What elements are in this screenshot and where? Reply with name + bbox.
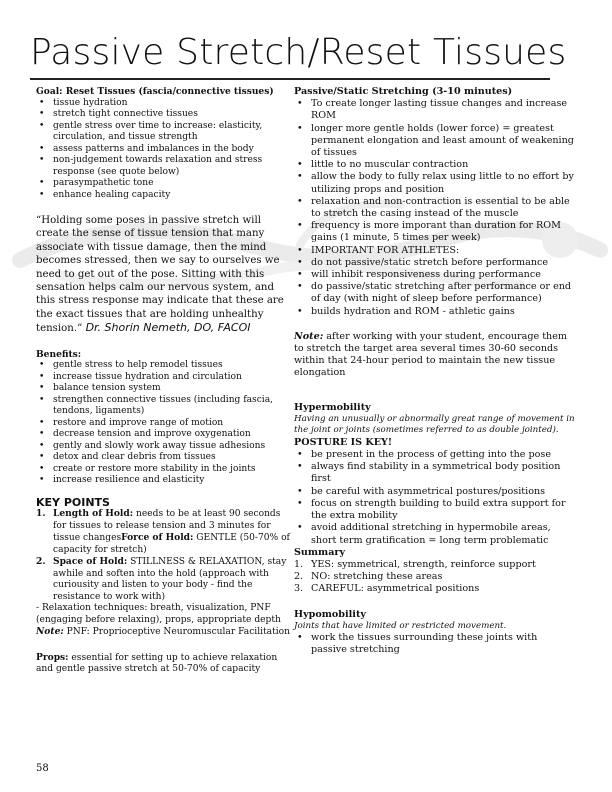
key-point-text-2: GENTLE (50-70% of capacity for stretch)	[53, 533, 290, 555]
hypermobility-description: Having an unusually or abnormally great range of movement in the joint or joints (sometimes referred to as double jointed).	[294, 413, 575, 436]
hypermobility-heading: Hypermobility	[294, 401, 371, 413]
page-title: Passive Stretch/Reset Tissues	[30, 32, 567, 73]
note-text: after working with your student, encourage them to stretch the target area several times 30-60 seconds within that 24-hour period to maintain the new tissue elongation	[294, 330, 568, 379]
left-column	[36, 86, 291, 676]
list-item: • IMPORTANT FOR ATHLETES:	[294, 245, 576, 257]
hypomobility-description: Joints that have limited or restricted movement.	[294, 620, 507, 631]
list-item: • parasympathetic tone	[36, 178, 291, 190]
relaxation-techniques: - Relaxation techniques: breath, visualization, PNF (engaging before relaxing), props, appropriate depth	[36, 603, 281, 625]
benefits-heading: Benefits:	[36, 348, 82, 360]
key-point-label-2: Force of Hold:	[121, 532, 194, 544]
list-item: • frequency is more imporant than duration for ROM gains (1 minute, 5 times per week)	[294, 220, 576, 244]
list-item: • gentle stress over time to increase: elasticity, circulation, and tissue strength	[36, 121, 291, 144]
list-item: • longer more gentle holds (lower force) = greatest permanent elongation and least amount of weakening of tissues	[294, 123, 576, 160]
list-item: • gentle stress to help remodel tissues	[36, 360, 291, 372]
hypomobility-list	[294, 632, 576, 656]
summary-item	[294, 583, 576, 595]
key-point-label: Length of Hold:	[53, 508, 134, 520]
list-item: • stretch tight connective tissues	[36, 109, 291, 121]
list-item: • relaxation and non-contraction is essential to be able to stretch the casing instead of the muscle	[294, 196, 576, 220]
key-point-text: needs to be at least 90 seconds for tissues to release tension and 3 minutes for tissue changes	[53, 509, 281, 544]
right-column	[294, 86, 576, 657]
benefits-list	[36, 360, 291, 487]
summary-heading: Summary	[294, 546, 346, 558]
note-label: Note:	[294, 330, 324, 342]
list-item: • always find stability in a symmetrical body position first	[294, 461, 576, 485]
summary-text: CAREFUL: asymmetrical positions	[311, 583, 480, 595]
list-item: • decrease tension and improve oxygenation	[36, 429, 291, 441]
list-item: • restore and improve range of motion	[36, 418, 291, 430]
list-item: • create or restore more stability in the joints	[36, 464, 291, 476]
props-paragraph	[36, 652, 291, 676]
list-item: • balance tension system	[36, 383, 291, 395]
posture-heading: POSTURE IS KEY!	[294, 436, 393, 448]
list-item: • be careful with asymmetrical postures/positions	[294, 486, 576, 498]
props-label: Props:	[36, 651, 69, 663]
hypomobility-heading: Hypomobility	[294, 608, 366, 620]
list-item: • be present in the process of getting into the pose	[294, 449, 576, 461]
summary-text: NO: stretching these areas	[311, 571, 443, 583]
passive-static-list	[294, 98, 576, 318]
list-item: • To create longer lasting tissue changes and increase ROM	[294, 98, 576, 122]
passive-static-heading: Passive/Static Stretching (3-10 minutes)	[294, 86, 513, 97]
list-item: • allow the body to fully relax using little to no effort by utilizing props and position	[294, 171, 576, 195]
key-point-item	[36, 508, 291, 556]
list-item: • avoid additional stretching in hypermobile areas, short term gratification = long term problematic	[294, 522, 576, 546]
key-point-number: 1.	[36, 508, 46, 520]
list-item: • detox and clear debris from tissues	[36, 452, 291, 464]
list-item: • increase tissue hydration and circulation	[36, 372, 291, 384]
list-item: • will inhibit responsiveness during performance	[294, 269, 576, 281]
summary-number: 2.	[294, 571, 304, 583]
list-item: • strengthen connective tissues (including fascia, tendons, ligaments)	[36, 395, 291, 418]
list-item: • tissue hydration	[36, 98, 291, 110]
summary-number: 1.	[294, 558, 304, 570]
goal-heading: Goal: Reset Tissues (fascia/connective tissues)	[36, 86, 274, 97]
key-point-text: STILLNESS & RELAXATION, stay awhile and soften into the hold (approach with curiousity and listen to your body - find the resistance to work with)	[53, 557, 287, 602]
key-point-item	[36, 556, 291, 603]
note-text: PNF: Proprioceptive Neuromuscular Facilitation	[63, 627, 290, 638]
list-item: • little to no muscular contraction	[294, 159, 576, 171]
summary-item	[294, 559, 576, 571]
page-number: 58	[36, 763, 49, 774]
pnf-note	[36, 626, 291, 639]
list-item: • do passive/static stretching after performance or end of day (with night of sleep before performance)	[294, 281, 576, 305]
key-points-list	[36, 508, 291, 603]
props-text: essential for setting up to achieve relaxation and gentle passive stretch at 50-70% of capacity	[36, 652, 278, 675]
elongation-note	[294, 331, 576, 380]
quote-text: “Holding some poses in passive stretch will create the sense of tissue tension that many associate with tissue damage, then the mind becomes stressed, then we say to ourselves we need to get out of the pose. Sitting with this sensation helps calm our nervous system, and this stress response may indicate that these are the exact tissues that are holding unhealthy tension.”	[36, 215, 284, 335]
list-item: • assess patterns and imbalances in the body	[36, 144, 291, 156]
list-item: • focus on strength building to build extra support for the extra mobility	[294, 498, 576, 522]
note-label: Note:	[36, 626, 64, 638]
summary-text: YES: symmetrical, strength, reinforce support	[311, 558, 536, 570]
key-point-label: Space of Hold:	[53, 556, 128, 568]
summary-list	[294, 559, 576, 596]
list-item: • do not passive/static stretch before performance	[294, 257, 576, 269]
hypermobility-list	[294, 449, 576, 547]
quote	[36, 214, 291, 336]
list-item: • gently and slowly work away tissue adhesions	[36, 441, 291, 453]
summary-number: 3.	[294, 583, 304, 595]
list-item: • increase resilience and elasticity	[36, 475, 291, 487]
key-point-number: 2.	[36, 556, 46, 568]
list-item: • work the tissues surrounding these joints with passive stretching	[294, 632, 576, 656]
list-item: • non-judgement towards relaxation and stress response (see quote below)	[36, 155, 291, 178]
summary-item	[294, 571, 576, 583]
list-item: • enhance healing capacity	[36, 190, 291, 202]
goal-list	[36, 98, 291, 202]
key-points-heading: KEY POINTS	[36, 495, 110, 509]
quote-author: Dr. Shorin Nemeth, DO, FACOI	[85, 321, 251, 335]
list-item: • builds hydration and ROM - athletic gains	[294, 306, 576, 318]
title-divider	[30, 78, 550, 80]
